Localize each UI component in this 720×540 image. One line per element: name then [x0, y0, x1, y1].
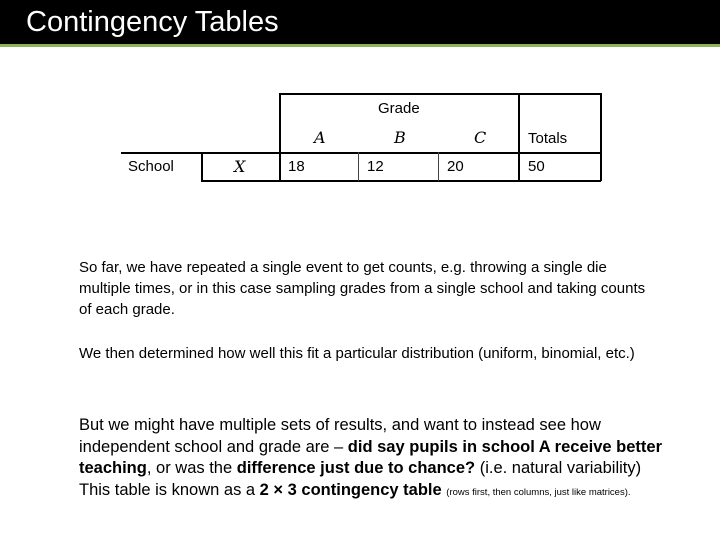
- p3-bold-chance: difference just due to chance?: [236, 459, 476, 477]
- cell-x-c: 20: [447, 158, 464, 175]
- p3-bold-better-teaching: did say pupils in school A receive better teaching: [79, 437, 662, 477]
- table-left-border: [279, 93, 281, 181]
- totals-header: Totals: [528, 130, 568, 147]
- school-label: School: [128, 158, 174, 175]
- p3-small-note: (rows first, then columns, just like matrices).: [446, 486, 631, 498]
- row-label-x: X: [234, 157, 246, 176]
- row-bottom-border: [201, 180, 601, 182]
- p3-text-1: But we might have multiple sets of results, and want to instead see how independent school and grade are –: [79, 416, 601, 456]
- cell-x-a: 18: [288, 158, 305, 175]
- title-bar: [0, 0, 720, 47]
- table-top-border: [279, 93, 601, 95]
- column-header-a: A: [314, 128, 326, 147]
- slide-title: Contingency Tables: [26, 6, 279, 38]
- column-header-b: B: [394, 128, 406, 147]
- p3-text-4: This table is known as a: [79, 480, 260, 499]
- cell-divider-bc: [438, 152, 439, 181]
- row-label-left-border: [201, 152, 203, 181]
- p3-text-3: (i.e. natural variability): [475, 459, 642, 477]
- table-right-border: [600, 93, 602, 181]
- grade-header: Grade: [378, 100, 420, 117]
- cell-x-b: 12: [367, 158, 384, 175]
- p3-text-2: , or was the: [146, 459, 237, 477]
- cell-x-total: 50: [528, 158, 545, 175]
- header-bottom-border: [121, 152, 601, 154]
- column-header-c: C: [474, 128, 487, 147]
- paragraph-distribution-fit: We then determined how well this fit a particular distribution (uniform, binomial, etc.): [79, 345, 635, 362]
- paragraph-multiple-sets: [79, 415, 679, 503]
- paragraph-single-event: So far, we have repeated a single event to get counts, e.g. throwing a single die multiple times, or in this case sampling grades from a single school and taking counts of each grade.: [79, 259, 646, 318]
- cell-divider-ab: [358, 152, 359, 181]
- p3-bold-contingency-table: 2 × 3 contingency table: [259, 480, 442, 499]
- totals-left-border: [518, 93, 520, 181]
